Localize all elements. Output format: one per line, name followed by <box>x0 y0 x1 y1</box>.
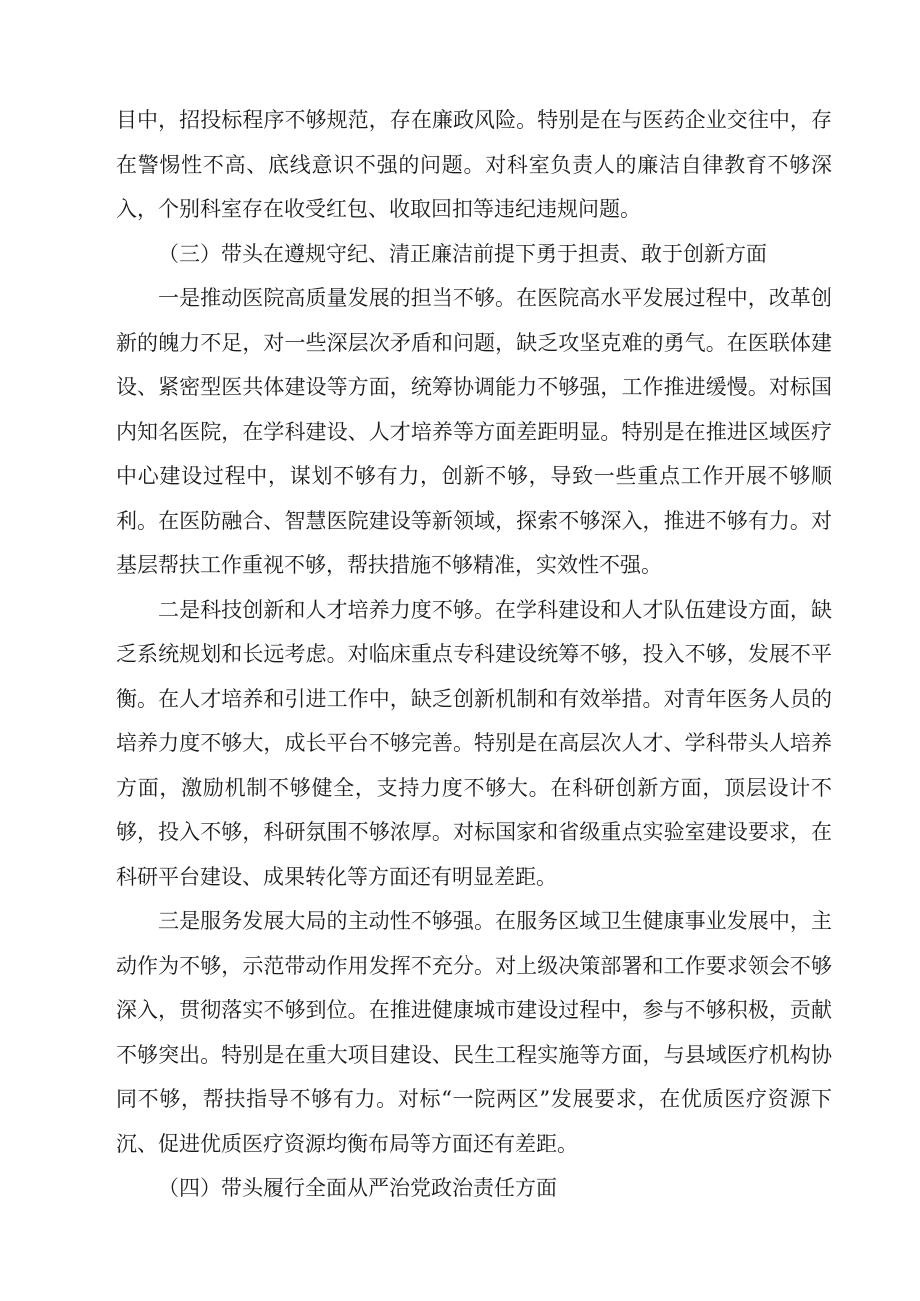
paragraph-point-1: 一是推动医院高质量发展的担当不够。在医院高水平发展过程中，改革创新的魄力不足，对一些深层次矛盾和问题，缺乏攻坚克难的勇气。在医联体建设、紧密型医共体建设等方面，统筹协调能力不够强，工作推进缓慢。对标国内知名医院，在学科建设、人才培养等方面差距明显。特别是在推进区域医疗中心建设过程中，谋划不够有力，创新不够，导致一些重点工作开展不够顺利。在医防融合、智慧医院建设等新领域，探索不够深入，推进不够有力。对基层帮扶工作重视不够，帮扶措施不够精准，实效性不强。 <box>116 286 832 577</box>
paragraph-point-3: 三是服务发展大局的主动性不够强。在服务区域卫生健康事业发展中，主动作为不够，示范带动作用发挥不充分。对上级决策部署和工作要求领会不够深入，贯彻落实不够到位。在推进健康城市建设过程中，参与不够积极，贡献不够突出。特别是在重大项目建设、民生工程实施等方面，与县域医疗机构协同不够，帮扶指导不够有力。对标“一院两区”发展要求，在优质医疗资源下沉、促进优质医疗资源均衡布局等方面还有差距。 <box>116 909 832 1156</box>
section-heading-3: （三）带头在遵规守纪、清正廉洁前提下勇于担责、敢于创新方面 <box>158 241 767 266</box>
paragraph-continuation: 目中，招投标程序不够规范，存在廉政风险。特别是在与医药企业交往中，存在警惕性不高、底线意识不强的问题。对科室负责人的廉洁自律教育不够深入，个别科室存在收受红包、收取回扣等违纪违规问题。 <box>116 108 832 221</box>
section-heading-4: （四）带头履行全面从严治党政治责任方面 <box>158 1176 557 1200</box>
paragraph-point-2: 二是科技创新和人才培养力度不够。在学科建设和人才队伍建设方面，缺乏系统规划和长远考虑。对临床重点专科建设统筹不够，投入不够，发展不平衡。在人才培养和引进工作中，缺乏创新机制和有效举措。对青年医务人员的培养力度不够大，成长平台不够完善。特别是在高层次人才、学科带头人培养方面，激励机制不够健全，支持力度不够大。在科研创新方面，顶层设计不够，投入不够，科研氛围不够浓厚。对标国家和省级重点实验室建设要求，在科研平台建设、成果转化等方面还有明显差距。 <box>116 597 832 889</box>
document-body <box>116 98 832 1211</box>
